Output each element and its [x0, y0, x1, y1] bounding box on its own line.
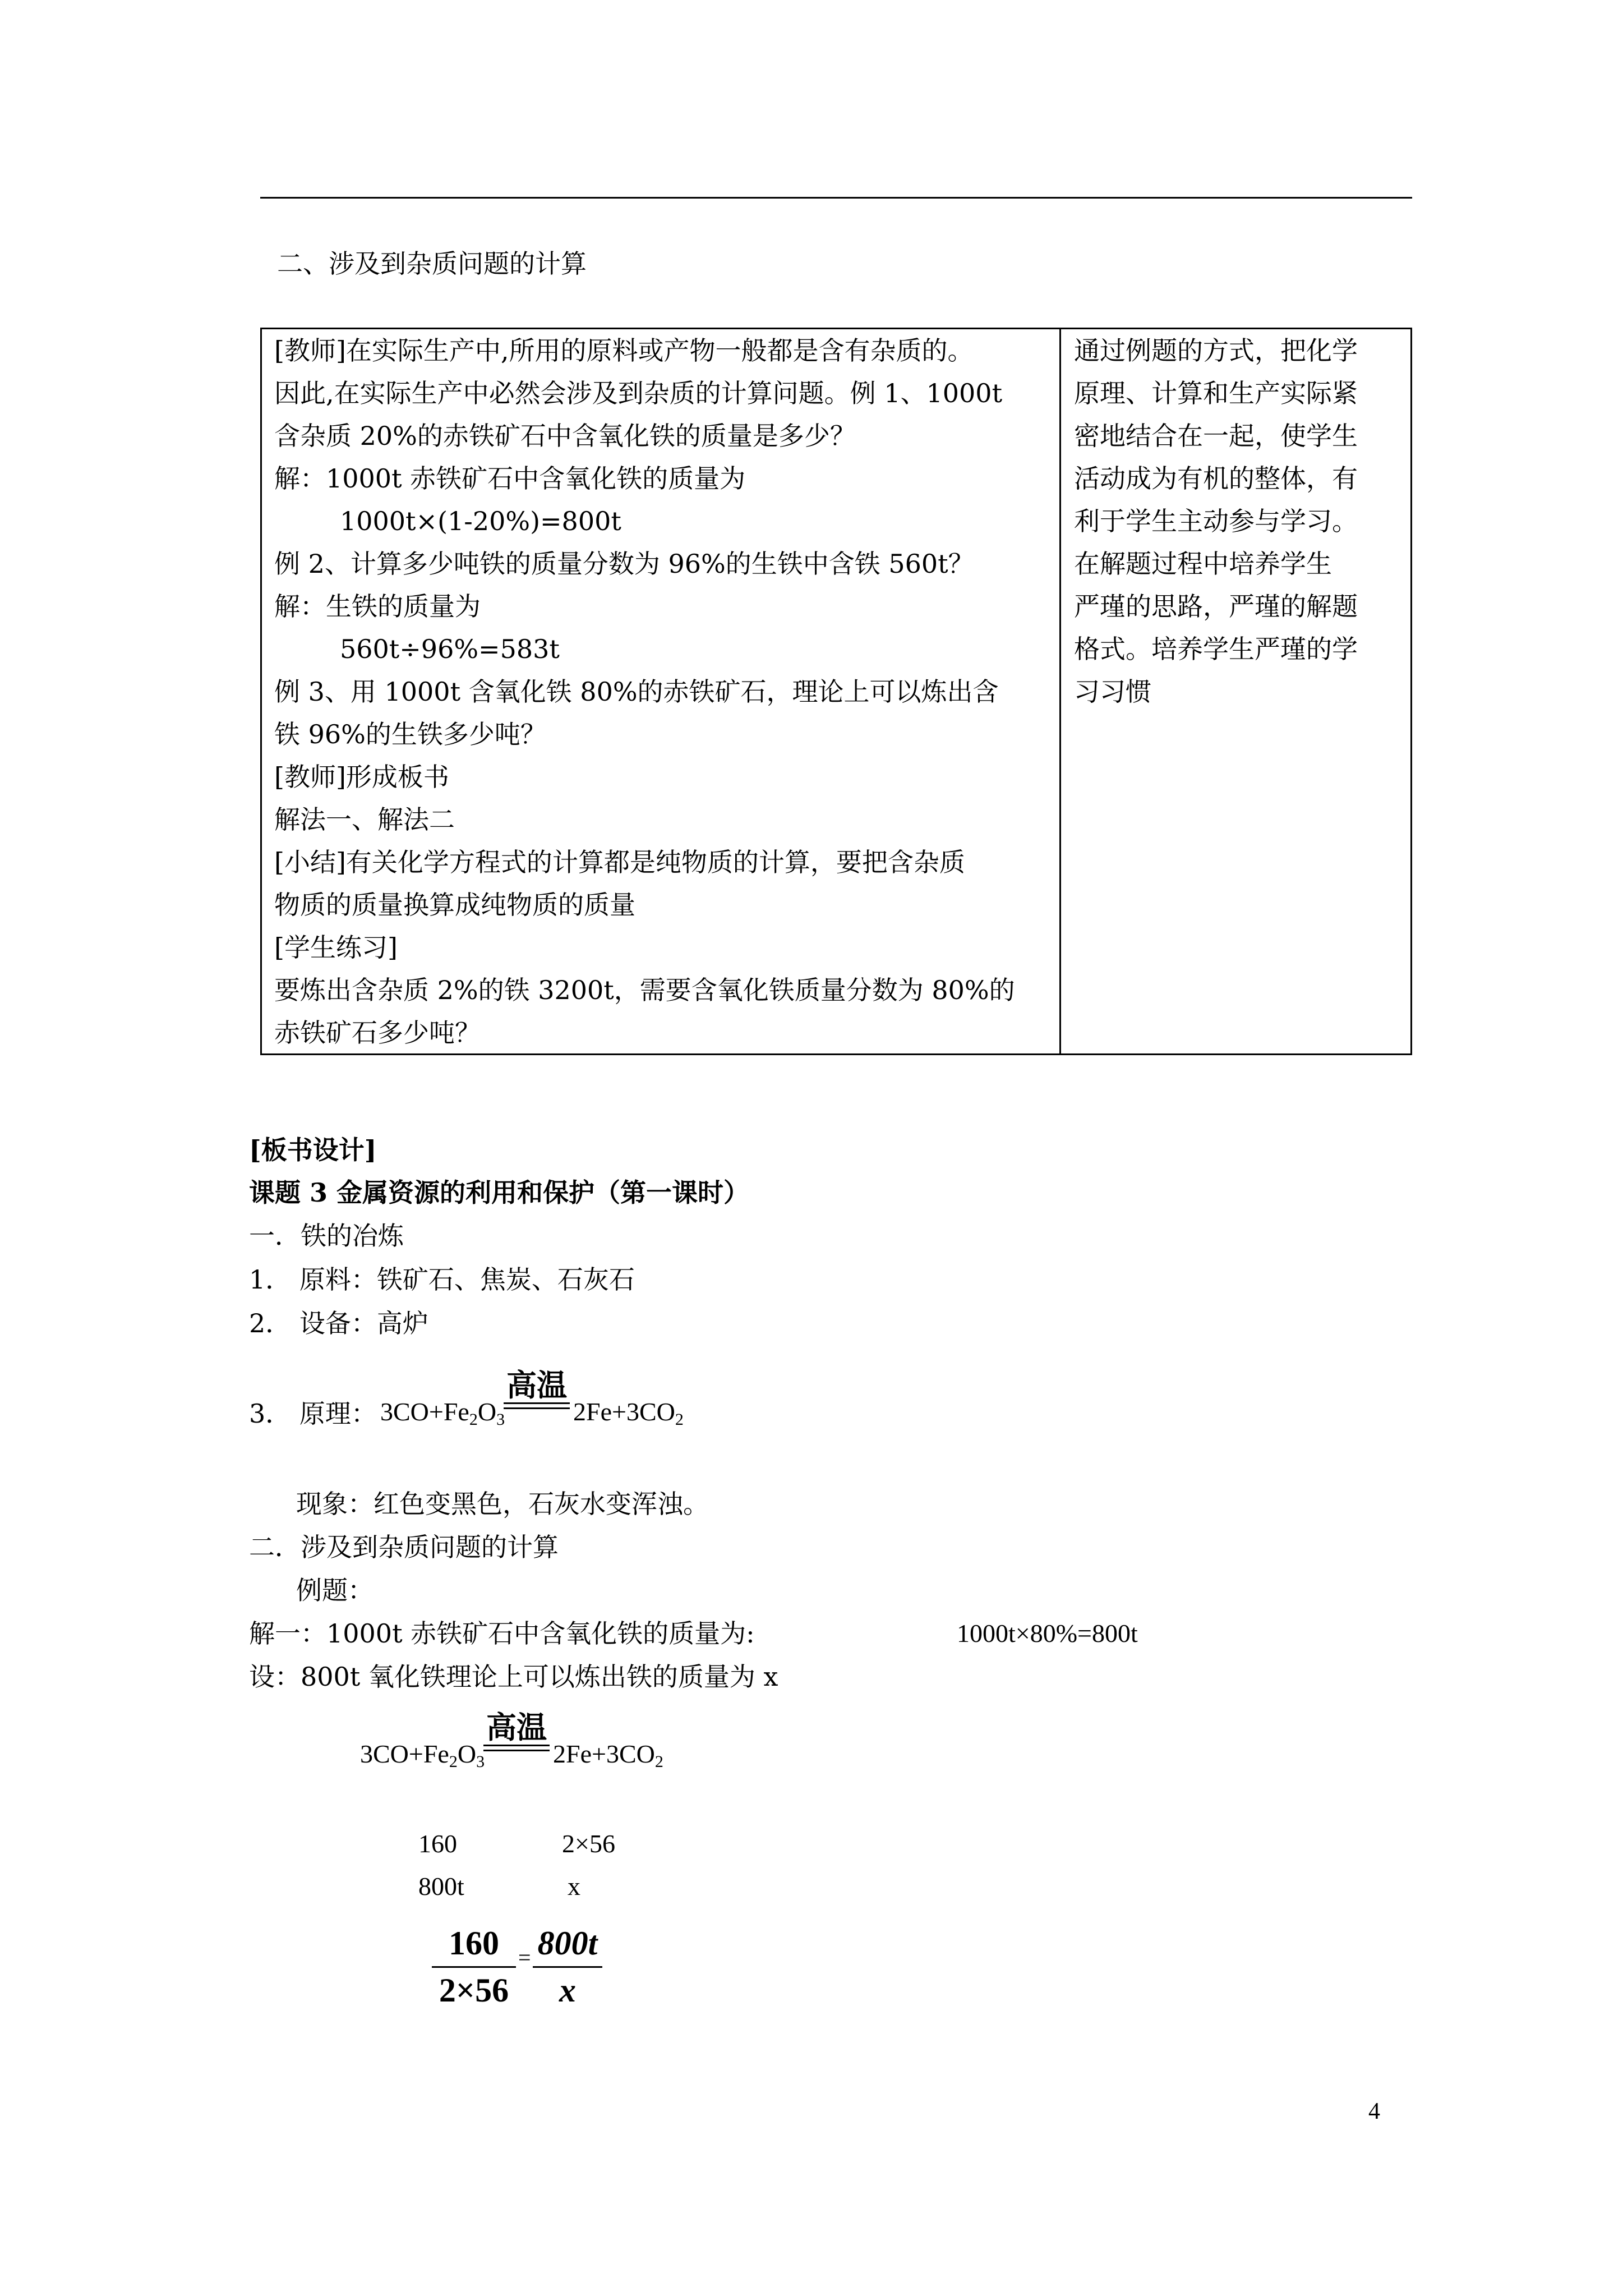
fraction-left: [432, 1924, 516, 2010]
ratio-molar-mass: 2×56: [562, 1829, 615, 1858]
principle-label: 3． 原理：: [249, 1398, 377, 1429]
example-label: 例题：: [296, 1575, 374, 1605]
lesson-table: [260, 328, 1412, 1055]
table-line: 原理、计算和生产实际紧: [1074, 378, 1358, 408]
eq-reactants: 3CO+Fe: [360, 1740, 449, 1768]
section-heading: 二、涉及到杂质问题的计算: [277, 249, 587, 279]
eq-sub: 2: [675, 1410, 684, 1429]
table-line: 1000t×(1-20%)=800t: [274, 506, 621, 536]
table-line: 格式。培养学生严瑾的学: [1074, 634, 1358, 664]
table-line: 解：生铁的质量为: [274, 591, 481, 622]
subsection-impurity: 二．涉及到杂质问题的计算: [249, 1532, 559, 1562]
table-line: 解法一、解法二: [274, 804, 455, 835]
table-line: 活动成为有机的整体，有: [1074, 463, 1358, 494]
reaction-condition: 高温: [486, 1710, 547, 1745]
table-line: 例 2、计算多少吨铁的质量分数为 96%的生铁中含铁 560t？: [274, 549, 974, 579]
ratio-mass: 800t: [418, 1872, 464, 1901]
eq-sub: 3: [476, 1752, 485, 1771]
table-line: 解：1000t 赤铁矿石中含氧化铁的质量为: [274, 463, 746, 494]
page-number: 4: [1368, 2099, 1380, 2124]
board-design-heading: [板书设计]: [249, 1135, 377, 1165]
header-rule: [260, 197, 1412, 199]
eq-sub: 2: [469, 1410, 478, 1429]
table-line: 习习惯: [1074, 677, 1151, 707]
table-line: [教师]在实际生产中,所用的原料或产物一般都是含有杂质的。: [274, 335, 974, 366]
fraction-denominator: x: [559, 1972, 576, 2009]
table-line: [教师]形成板书: [274, 762, 449, 792]
fraction-bar: [533, 1966, 602, 1968]
let-statement: 设：800t 氧化铁理论上可以炼出铁的质量为 x: [249, 1662, 778, 1692]
eq-sub: 3: [496, 1410, 505, 1429]
table-line: 赤铁矿石多少吨？: [274, 1018, 481, 1048]
table-line: 严瑾的思路，严瑾的解题: [1074, 591, 1358, 622]
table-line: 铁 96%的生铁多少吨？: [274, 719, 546, 749]
fraction-right: [533, 1924, 602, 2010]
eq-sub: 2: [449, 1752, 458, 1771]
solution-line: 解一：1000t 赤铁矿石中含氧化铁的质量为:: [249, 1618, 755, 1649]
table-line: 560t÷96%=583t: [274, 634, 560, 664]
table-line: 例 3、用 1000t 含氧化铁 80%的赤铁矿石，理论上可以炼出含: [274, 677, 999, 707]
solution-result: 1000t×80%=800t: [957, 1619, 1138, 1648]
subsection-iron-smelting: 一．铁的冶炼: [249, 1221, 404, 1251]
table-line: 因此,在实际生产中必然会涉及到杂质的计算问题。例 1、1000t: [274, 378, 1003, 408]
table-line: 通过例题的方式，把化学: [1074, 335, 1358, 366]
eq-products: 2Fe+3CO: [573, 1397, 675, 1426]
fraction-bar: [432, 1966, 516, 1968]
eq-reactants: O: [477, 1397, 497, 1426]
phenomenon: 现象：红色变黑色，石灰水变浑浊。: [296, 1489, 709, 1519]
table-line: [学生练习]: [274, 932, 398, 963]
table-divider: [1059, 329, 1061, 1053]
equipment: 2． 设备：高炉: [249, 1308, 428, 1338]
reaction-condition: 高温: [506, 1368, 567, 1403]
table-line: 利于学生主动参与学习。: [1074, 506, 1358, 536]
table-line: 在解题过程中培养学生: [1074, 549, 1332, 579]
eq-products: 2Fe+3CO: [553, 1740, 655, 1768]
eq-reactants: O: [457, 1740, 477, 1768]
eq-sub: 2: [654, 1752, 663, 1771]
table-line: 物质的质量换算成纯物质的质量: [274, 890, 635, 920]
fraction-numerator: 800t: [537, 1925, 598, 1962]
fraction-numerator: 160: [449, 1925, 499, 1962]
fraction-equals: =: [518, 1945, 531, 1970]
ratio-molar-mass: 160: [418, 1829, 457, 1858]
eq-reactants: 3CO+Fe: [380, 1397, 469, 1426]
equals-sign: [483, 1745, 550, 1751]
table-line: 要炼出含杂质 2%的铁 3200t，需要含氧化铁质量分数为 80%的: [274, 975, 1015, 1005]
table-line: [小结]有关化学方程式的计算都是纯物质的计算，要把含杂质: [274, 847, 965, 877]
lesson-title: 课题 3 金属资源的利用和保护（第一课时）: [249, 1177, 750, 1208]
table-line: 密地结合在一起，使学生: [1074, 421, 1358, 451]
raw-materials: 1． 原料：铁矿石、焦炭、石灰石: [249, 1264, 635, 1295]
fraction-denominator: 2×56: [439, 1972, 509, 2009]
equals-sign: [504, 1402, 570, 1409]
teaching-content-cell: [274, 329, 1054, 1054]
design-intent-cell: [1074, 329, 1405, 713]
ratio-mass: x: [568, 1872, 580, 1901]
table-line: 含杂质 20%的赤铁矿石中含氧化铁的质量是多少？: [274, 421, 856, 451]
